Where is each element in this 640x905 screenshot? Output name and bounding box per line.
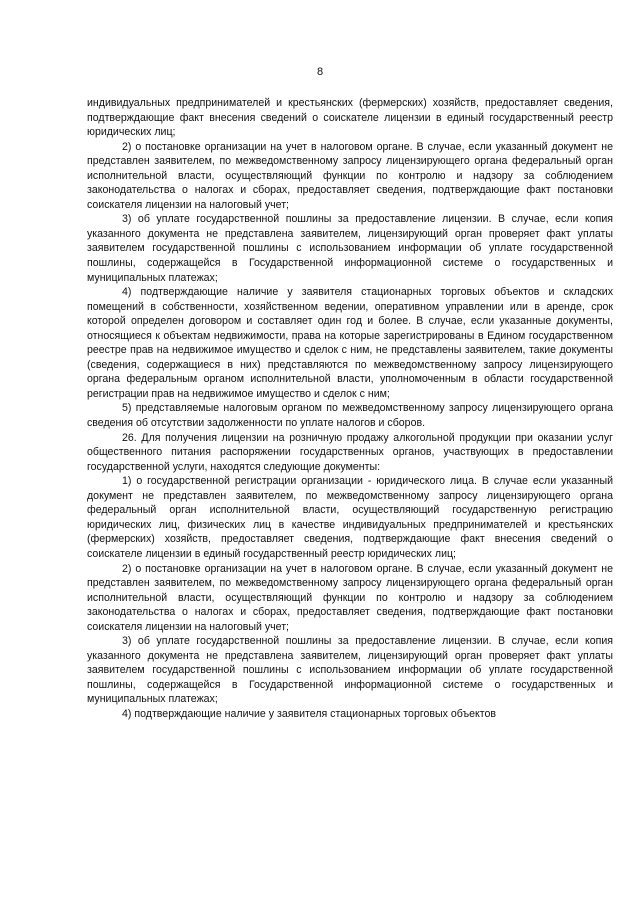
paragraph-26-item-4: 4) подтверждающие наличие у заявителя стационарных торговых объектов (122, 707, 496, 720)
paragraph-26-intro: 26. Для получения лицензии на розничную продажу алкогольной продукции при оказании услуг общественного питания распоряжении государственных органов, участвующих в предоставлении государственной услуги, находятся следующие документы: (87, 431, 613, 473)
paragraph-25-item-5: 5) представляемые налоговым органом по межведомственному запросу лицензирующего органа сведения об отсутствии задолженности по уплате налогов и сборов. (87, 402, 613, 430)
paragraph-continued: индивидуальных предпринимателей и крестьянских (фермерских) хозяйств, предоставляет сведения, подтверждающие факт внесения сведений о соискателе лицензии в единый государственный реестр юридических лиц; (87, 97, 613, 139)
paragraph-26-item-1: 1) о государственной регистрации организации - юридического лица. В случае если указанный документ не представлен заявителем, по межведомственному запросу лицензирующего органа федеральный орган исполнительной власти, осуществляющий государственную регистрацию юридических лиц, физических лиц в качестве индивидуальных предпринимателей и крестьянских (фермерских) хозяйств, предоставляет сведения, подтверждающие факт внесения сведений о соискателе лицензии в единый государственный реестр юридических лиц; (87, 475, 613, 560)
paragraph-25-item-3: 3) об уплате государственной пошлины за предоставление лицензии. В случае, если копия указанного документа не представлена заявителем, лицензирующий орган проверяет факт уплаты заявителем государственной пошлины с использованием информации об уплате государственной пошлины, содержащейся в Государственной информационной системе о государственных и муниципальных платежах; (87, 213, 613, 284)
page-number: 8 (316, 66, 324, 78)
paragraph-26-item-2: 2) о постановке организации на учет в налоговом органе. В случае, если указанный документ не представлен заявителем, по межведомственному запросу лицензирующего органа федеральный орган исполнительной власти, осуществляющий функции по контролю и надзору за соблюдением законодательства о налогах и сборах, предоставляет сведения, подтверждающие факт постановки соискателя лицензии на налоговый учет; (87, 562, 613, 633)
paragraph-25-item-2: 2) о постановке организации на учет в налоговом органе. В случае, если указанный документ не представлен заявителем, по межведомственному запросу лицензирующего органа федеральный орган исполнительной власти, осуществляющий функции по контролю и надзору за соблюдением законодательства о налогах и сборах, предоставляет сведения, подтверждающие факт постановки соискателя лицензии на налоговый учет; (87, 140, 613, 211)
paragraph-26-item-3: 3) об уплате государственной пошлины за предоставление лицензии. В случае, если копия указанного документа не представлена заявителем, лицензирующий орган проверяет факт уплаты заявителем государственной пошлины с использованием информации об уплате государственной пошлины, содержащейся в Государственной информационной системе о государственных и муниципальных платежах; (87, 635, 613, 706)
document-body (87, 96, 613, 722)
paragraph-25-item-4: 4) подтверждающие наличие у заявителя стационарных торговых объектов и складских помещений в собственности, хозяйственном ведении, оперативном управлении или в аренде, срок которой определен договором и составляет один год и более. В случае, если указанные документы, относящиеся к объектам недвижимости, права на которые зарегистрированы в Едином государственном реестре прав на недвижимое имущество и сделок с ним, не представлены заявителем, такие документы (сведения, содержащиеся в них) представляются по межведомственному запросу лицензирующего органа федеральным органом исполнительной власти, уполномоченным в области государственной регистрации прав на недвижимое имущество и сделок с ним; (87, 286, 613, 400)
